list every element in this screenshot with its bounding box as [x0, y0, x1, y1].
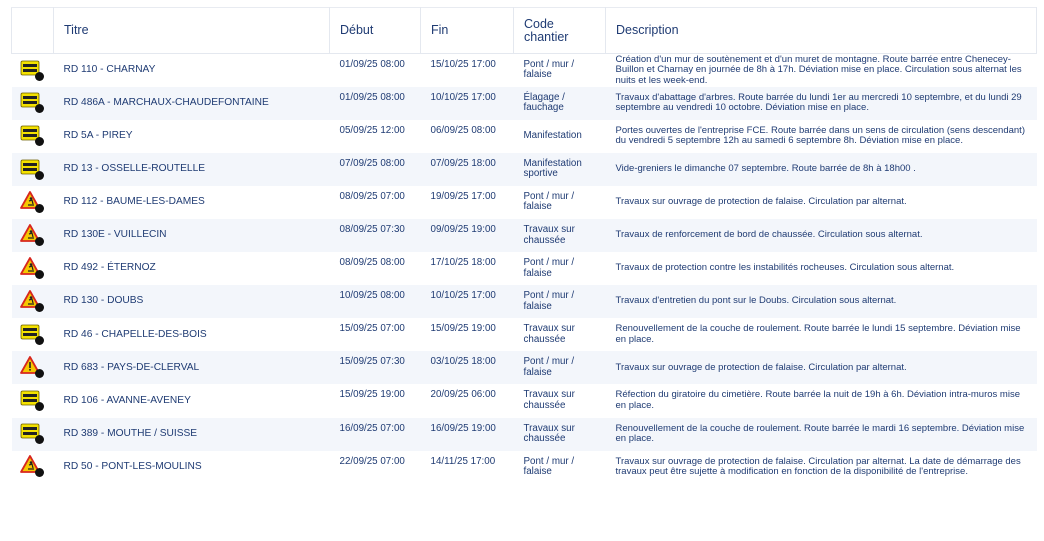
table-row[interactable] [12, 351, 1037, 384]
row-icon-cell [12, 252, 54, 285]
row-code: Pont / mur / falaise [514, 451, 606, 484]
road-closed-icon [20, 59, 42, 79]
marker-badge-icon [35, 402, 44, 411]
row-title[interactable]: RD 492 - ÉTERNOZ [54, 252, 330, 285]
row-fin: 14/11/25 17:00 [421, 451, 514, 484]
row-icon-cell [12, 318, 54, 351]
marker-badge-icon [35, 72, 44, 81]
row-description: Portes ouvertes de l'entreprise FCE. Route barrée dans un sens de circulation (sens descendant) du vendredi 5 septembre 12h au samedi 6 septembre 8h. Déviation mise en place. [606, 120, 1037, 153]
roadworks-warning-icon [20, 224, 42, 244]
row-icon-cell [12, 351, 54, 384]
roadworks-table-container [11, 7, 1036, 484]
row-debut: 15/09/25 19:00 [330, 384, 421, 417]
table-row[interactable] [12, 219, 1037, 252]
table-row[interactable] [12, 252, 1037, 285]
row-title[interactable]: RD 112 - BAUME-LES-DAMES [54, 186, 330, 219]
table-row[interactable] [12, 54, 1037, 87]
row-code: Pont / mur / falaise [514, 351, 606, 384]
row-description: Travaux sur ouvrage de protection de falaise. Circulation par alternat. [606, 186, 1037, 219]
row-icon-cell [12, 120, 54, 153]
row-code: Travaux sur chaussée [514, 219, 606, 252]
row-fin: 10/10/25 17:00 [421, 87, 514, 120]
marker-badge-icon [35, 104, 44, 113]
road-closed-icon [20, 389, 42, 409]
roadworks-warning-icon [20, 257, 42, 277]
row-code: Pont / mur / falaise [514, 186, 606, 219]
row-title[interactable]: RD 106 - AVANNE-AVENEY [54, 384, 330, 417]
row-debut: 22/09/25 07:00 [330, 451, 421, 484]
row-description: Renouvellement de la couche de roulement. Route barrée le lundi 15 septembre. Déviation mise en place. [606, 318, 1037, 351]
row-description: Renouvellement de la couche de roulement. Route barrée le mardi 16 septembre. Déviation mise en place. [606, 418, 1037, 451]
row-description: Travaux sur ouvrage de protection de falaise. Circulation par alternat. [606, 351, 1037, 384]
row-fin: 15/09/25 19:00 [421, 318, 514, 351]
row-code: Élagage / fauchage [514, 87, 606, 120]
marker-badge-icon [35, 270, 44, 279]
row-description: Travaux de renforcement de bord de chaussée. Circulation sous alternat. [606, 219, 1037, 252]
row-debut: 01/09/25 08:00 [330, 54, 421, 87]
row-icon-cell [12, 87, 54, 120]
row-code: Pont / mur / falaise [514, 285, 606, 318]
table-header-row [12, 8, 1037, 54]
row-description: Travaux sur ouvrage de protection de falaise. Circulation par alternat. La date de démarrage des travaux peut être sujette à modification en fonction de la disponibilité de l'entreprise. [606, 451, 1037, 484]
row-title[interactable]: RD 486A - MARCHAUX-CHAUDEFONTAINE [54, 87, 330, 120]
row-title[interactable]: RD 5A - PIREY [54, 120, 330, 153]
header-description[interactable]: Description [606, 8, 1037, 54]
roadworks-warning-icon [20, 455, 42, 475]
marker-badge-icon [35, 369, 44, 378]
row-code: Pont / mur / falaise [514, 252, 606, 285]
table-row[interactable] [12, 87, 1037, 120]
row-description: Travaux d'abattage d'arbres. Route barrée du lundi 1er au mercredi 10 septembre, et du lundi 29 septembre au vendredi 10 octobre. Déviation mise en place. [606, 87, 1037, 120]
row-title[interactable]: RD 13 - OSSELLE-ROUTELLE [54, 153, 330, 186]
row-debut: 07/09/25 08:00 [330, 153, 421, 186]
row-debut: 16/09/25 07:00 [330, 418, 421, 451]
roadworks-warning-icon [20, 191, 42, 211]
table-row[interactable] [12, 451, 1037, 484]
row-code: Travaux sur chaussée [514, 418, 606, 451]
row-icon-cell [12, 153, 54, 186]
row-debut: 05/09/25 12:00 [330, 120, 421, 153]
row-debut: 15/09/25 07:30 [330, 351, 421, 384]
row-fin: 15/10/25 17:00 [421, 54, 514, 87]
road-closed-icon [20, 124, 42, 144]
row-code: Manifestation sportive [514, 153, 606, 186]
row-fin: 20/09/25 06:00 [421, 384, 514, 417]
row-fin: 03/10/25 18:00 [421, 351, 514, 384]
marker-badge-icon [35, 435, 44, 444]
marker-badge-icon [35, 171, 44, 180]
table-row[interactable] [12, 384, 1037, 417]
table-row[interactable] [12, 285, 1037, 318]
row-debut: 08/09/25 07:00 [330, 186, 421, 219]
row-description: Réfection du giratoire du cimetière. Route barrée la nuit de 19h à 6h. Déviation intra-muros mise en place. [606, 384, 1037, 417]
row-fin: 19/09/25 17:00 [421, 186, 514, 219]
table-row[interactable] [12, 418, 1037, 451]
marker-badge-icon [35, 303, 44, 312]
marker-badge-icon [35, 468, 44, 477]
row-debut: 15/09/25 07:00 [330, 318, 421, 351]
header-debut[interactable]: Début [330, 8, 421, 54]
row-icon-cell [12, 54, 54, 87]
road-closed-icon [20, 422, 42, 442]
header-icon [12, 8, 54, 54]
row-title[interactable]: RD 110 - CHARNAY [54, 54, 330, 87]
header-fin[interactable]: Fin [421, 8, 514, 54]
warning-icon [20, 356, 42, 376]
row-title[interactable]: RD 50 - PONT-LES-MOULINS [54, 451, 330, 484]
row-description: Création d'un mur de soutènement et d'un muret de montagne. Route barrée entre Chenecey-Buillon et Charnay en journée de 8h à 17h. Déviation mise en place. Circulation sous alternat les nuits et les week-end. [606, 54, 1037, 87]
marker-badge-icon [35, 336, 44, 345]
table-row[interactable] [12, 186, 1037, 219]
row-title[interactable]: RD 389 - MOUTHE / SUISSE [54, 418, 330, 451]
row-debut: 08/09/25 08:00 [330, 252, 421, 285]
row-code: Pont / mur / falaise [514, 54, 606, 87]
row-title[interactable]: RD 683 - PAYS-DE-CLERVAL [54, 351, 330, 384]
road-closed-icon [20, 91, 42, 111]
road-closed-icon [20, 158, 42, 178]
row-fin: 10/10/25 17:00 [421, 285, 514, 318]
marker-badge-icon [35, 237, 44, 246]
road-closed-icon [20, 323, 42, 343]
row-fin: 09/09/25 19:00 [421, 219, 514, 252]
row-title[interactable]: RD 130E - VUILLECIN [54, 219, 330, 252]
roadworks-table [11, 7, 1037, 484]
marker-badge-icon [35, 204, 44, 213]
row-fin: 16/09/25 19:00 [421, 418, 514, 451]
row-code: Manifestation [514, 120, 606, 153]
row-description: Travaux d'entretien du pont sur le Doubs. Circulation sous alternat. [606, 285, 1037, 318]
roadworks-warning-icon [20, 290, 42, 310]
row-icon-cell [12, 285, 54, 318]
row-icon-cell [12, 418, 54, 451]
row-icon-cell [12, 219, 54, 252]
row-debut: 01/09/25 08:00 [330, 87, 421, 120]
header-titre[interactable]: Titre [54, 8, 330, 54]
row-icon-cell [12, 451, 54, 484]
row-fin: 07/09/25 18:00 [421, 153, 514, 186]
row-icon-cell [12, 186, 54, 219]
row-debut: 08/09/25 07:30 [330, 219, 421, 252]
row-code: Travaux sur chaussée [514, 318, 606, 351]
row-title[interactable]: RD 130 - DOUBS [54, 285, 330, 318]
row-debut: 10/09/25 08:00 [330, 285, 421, 318]
table-row[interactable] [12, 318, 1037, 351]
row-fin: 17/10/25 18:00 [421, 252, 514, 285]
row-code: Travaux sur chaussée [514, 384, 606, 417]
row-description: Vide-greniers le dimanche 07 septembre. Route barrée de 8h à 18h00 . [606, 153, 1037, 186]
marker-badge-icon [35, 137, 44, 146]
table-row[interactable] [12, 153, 1037, 186]
row-description: Travaux de protection contre les instabilités rocheuses. Circulation sous alternat. [606, 252, 1037, 285]
row-icon-cell [12, 384, 54, 417]
header-code[interactable]: Code chantier [514, 8, 606, 54]
table-row[interactable] [12, 120, 1037, 153]
row-fin: 06/09/25 08:00 [421, 120, 514, 153]
row-title[interactable]: RD 46 - CHAPELLE-DES-BOIS [54, 318, 330, 351]
